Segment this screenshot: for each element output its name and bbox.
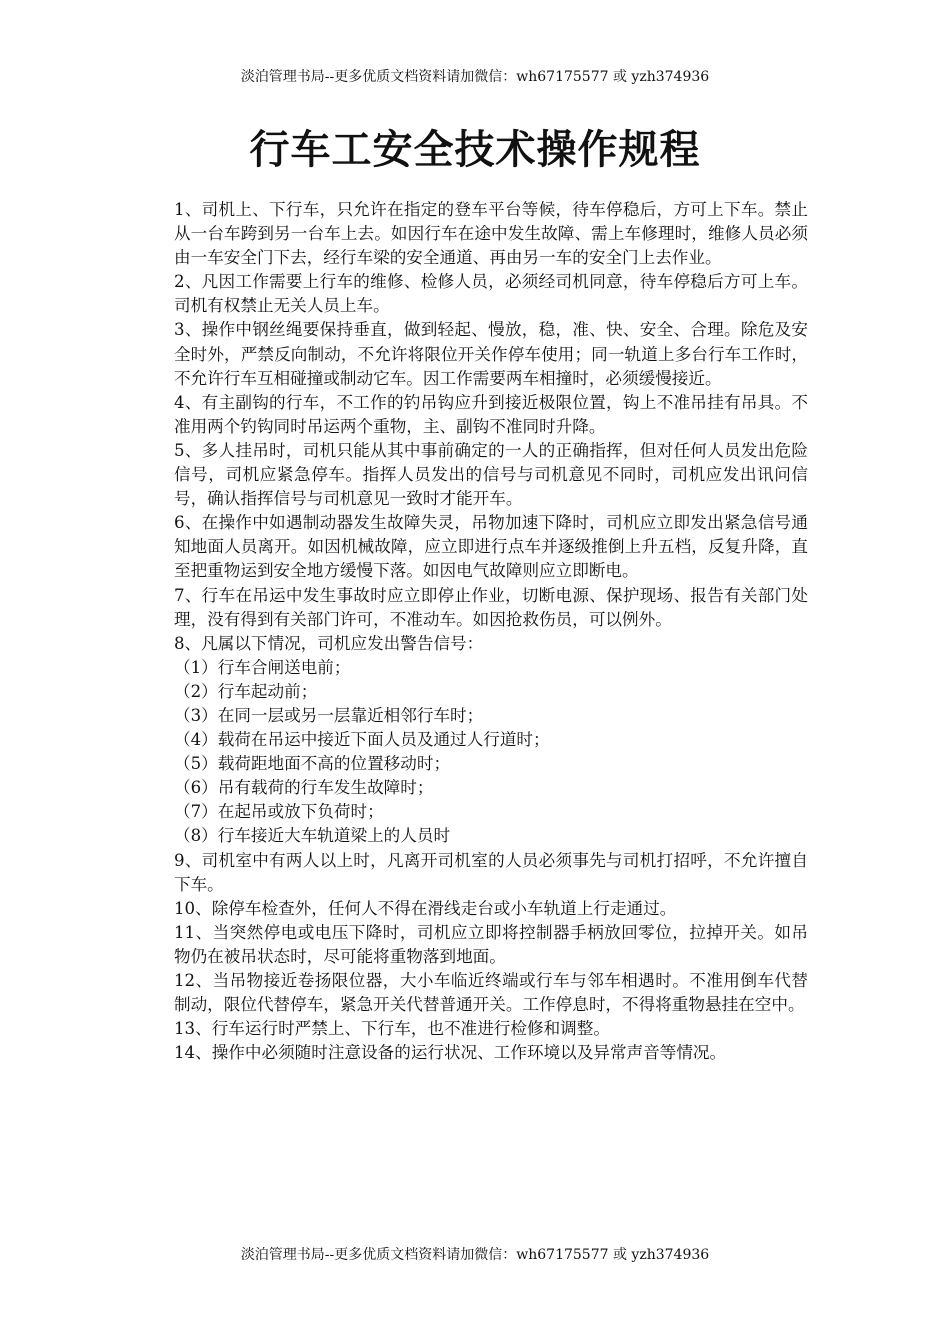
list-item: （1）行车合闸送电前；	[174, 657, 351, 677]
rule-paragraph-2: 2、凡因工作需要上行车的维修、检修人员，必须经司机同意，待车停稳后方可上车。司机有权禁止无关人员上车。	[174, 272, 808, 316]
rule-paragraph-13: 13、行车运行时严禁上、下行车，也不准进行检修和调整。	[174, 1019, 610, 1039]
rule-paragraph-10: 10、除停车检查外，任何人不得在滑线走台或小车轨道上行走通过。	[174, 898, 677, 918]
rule-paragraph-9: 9、司机室中有两人以上时，凡离开司机室的人员必须事先与司机打招呼，不允许擅自下车。	[174, 850, 808, 894]
rule-paragraph-14: 14、操作中必须随时注意设备的运行状况、工作环境以及异常声音等情况。	[174, 1043, 727, 1063]
rule-paragraph-4: 4、有主副钩的行车，不工作的钓吊钩应升到接近极限位置，钩上不准吊挂有吊具。不准用两个钓钩同时吊运两个重物，主、副钩不准同时升降。	[174, 392, 808, 436]
list-item: （5）载荷距地面不高的位置移动时；	[174, 754, 451, 774]
list-item: （6）吊有载荷的行车发生故障时；	[174, 778, 434, 798]
warning-signal-list	[174, 656, 808, 849]
rule-paragraph-12: 12、当吊物接近卷扬限位器，大小车临近终端或行车与邻车相遇时。不准用倒车代替制动，限位代替停车，紧急开关代替普通开关。工作停息时，不得将重物悬挂在空中。	[174, 971, 808, 1015]
rule-paragraph-11: 11、当突然停电或电压下降时，司机应立即将控制器手柄放回零位，拉掉开关。如吊物仍在被吊状态时，尽可能将重物落到地面。	[174, 922, 808, 966]
rule-paragraph-7: 7、行车在吊运中发生事故时应立即停止作业，切断电源、保护现场、报告有关部门处理，没有得到有关部门许可，不准动车。如因抢救伤员，可以例外。	[174, 585, 808, 629]
list-item: （4）载荷在吊运中接近下面人员及通过人行道时；	[174, 730, 550, 750]
rule-paragraph-1: 1、司机上、下行车，只允许在指定的登车平台等候，待车停稳后，方可上下车。禁止从一台车跨到另一台车上去。如因行车在途中发生故障、需上车修理时，维修人员必须由一车安全门下去，经行车梁的安全通道、再由另一车的安全门上去作业。	[174, 200, 808, 268]
page-footer: 淡泊管理书局--更多优质文档资料请加微信：wh67175577 或 yzh374936	[240, 1247, 710, 1263]
rule-paragraph-5: 5、多人挂吊时，司机只能从其中事前确定的一人的正确指挥，但对任何人员发出危险信号，司机应紧急停车。指挥人员发出的信号与司机意见不同时，司机应发出讯问信号，确认指挥信号与司机意见一致时才能开车。	[174, 440, 808, 509]
list-item: （8）行车接近大车轨道梁上的人员时	[174, 826, 451, 846]
page-header: 淡泊管理书局--更多优质文档资料请加微信：wh67175577 或 yzh374936	[240, 69, 710, 85]
list-item: （2）行车起动前；	[174, 681, 318, 701]
rule-paragraph-8: 8、凡属以下情况，司机应发出警告信号：	[174, 633, 484, 653]
list-item: （3）在同一层或另一层靠近相邻行车时；	[174, 705, 484, 725]
document-title: 行车工安全技术操作规程	[249, 127, 701, 173]
list-item: （7）在起吊或放下负荷时；	[174, 802, 384, 822]
document-body	[174, 198, 808, 1065]
rule-paragraph-6: 6、在操作中如遇制动器发生故障失灵，吊物加速下降时，司机应立即发出紧急信号通知地面人员离开。如因机械故障，应立即进行点车并逐级推倒上升五档，反复升降，直至把重物运到安全地方缓慢下落。如因电气故障则应立即断电。	[174, 513, 808, 581]
rule-paragraph-3: 3、操作中钢丝绳要保持垂直，做到轻起、慢放，稳，准、快、安全、合理。除危及安全时外，严禁反向制动，不允许将限位开关作停车使用；同一轨道上多台行车工作时，不允许行车互相碰撞或制动它车。因工作需要两车相撞时，必须缓慢接近。	[174, 320, 808, 388]
